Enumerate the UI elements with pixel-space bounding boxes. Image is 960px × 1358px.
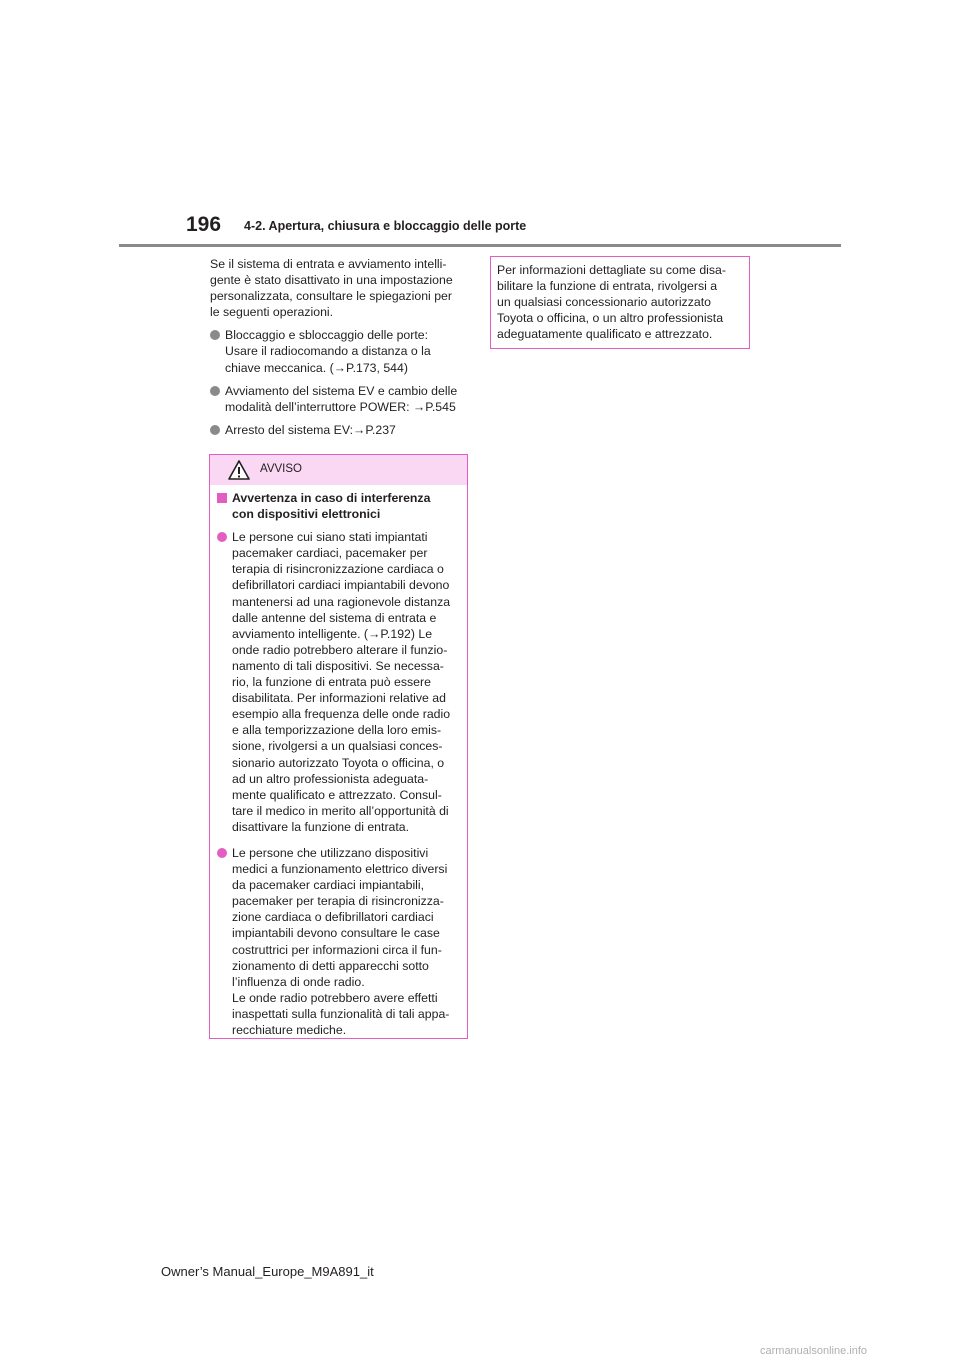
page-number: 196 [186,213,222,236]
square-bullet-icon [217,493,227,503]
warning-label: AVVISO [260,463,302,475]
header-divider [119,244,841,247]
list-item [217,529,457,835]
warning-triangle-icon [228,460,250,480]
intro-paragraph: Se il sistema di entrata e avviamento intelli- gente è stato disattivato in una impostazione personalizzata, consultare le spiegazioni per le seguenti operazioni. [210,257,453,320]
list-item-text: Avviamento del sistema EV e cambio delle modalità dell’interruttore POWER: →P.545 [225,383,458,414]
list-item [210,383,468,415]
list-item [210,327,468,375]
list-item-text: Le persone che utilizzano dispositivi medici a funzionamento elettrico diversi da pacemaker cardiaci impiantabili, pacemaker per terapia di risincronizza- zione cardiaca o defibrillatori cardiaci impiantabili devono consultare le case costruttrici per informazioni circa il fun- zionamento di detti apparecchi sotto l’influenza di onde radio. Le onde radio potrebbero avere effetti inaspettati sulla funzionalità di tali appa- recchiature mediche. [232,845,450,1037]
bullet-icon [210,425,220,435]
bullet-icon [210,330,220,340]
section-title: 4-2. Apertura, chiusura e bloccaggio delle porte [244,219,527,233]
list-item-text: Arresto del sistema EV:→P.237 [225,422,396,437]
left-column [210,256,468,445]
list-item [217,845,457,1038]
list-item-text: Bloccaggio e sbloccaggio delle porte: Usare il radiocomando a distanza o la chiave meccanica. (→P.173, 544) [225,328,431,375]
footer-manual-id: Owner’s Manual_Europe_M9A891_it [161,1264,374,1279]
list-item-text: Le persone cui siano stati impiantati pacemaker cardiaci, pacemaker per terapia di risincronizzazione cardiaca o defibrillatori cardiaci impiantabili devono mantenersi ad una ragionevole distanza dalle antenne del sistema di entrata e avviamento intelligente. (→P.192) Le onde radio potrebbero alterare il funzio- namento di tali dispositivi. Se necessa- rio, la funzione di entrata può essere disabilitata. Per informazioni relative ad esempio alla frequenza delle onde radio e alla temporizzazione della loro emis- sione, rivolgersi a un qualsiasi conces- sionario autorizzato Toyota o officina, o ad un altro professionista adeguata- mente qualificato e attrezzato. Consul- tare il medico in merito all’opportunità di disattivare la funzione di entrata. [232,530,451,834]
warning-heading [217,490,457,522]
watermark: carmanualsonline.info [760,1345,868,1357]
warning-header [210,455,467,485]
bullet-icon [217,848,227,858]
list-item [210,422,468,438]
warning-heading-text: Avvertenza in caso di interferenza con dispositivi elettronici [232,491,431,522]
bullet-icon [217,532,227,542]
warning-box [209,454,468,1039]
info-box: Per informazioni dettagliate su come disa- bilitare la funzione di entrata, rivolgersi a un qualsiasi concessionario autorizzato Toyota o officina, o un altro professionista adeguatamente qualificato e attrezzato. [490,256,750,349]
bullet-icon [210,386,220,396]
warning-body [210,485,467,1038]
